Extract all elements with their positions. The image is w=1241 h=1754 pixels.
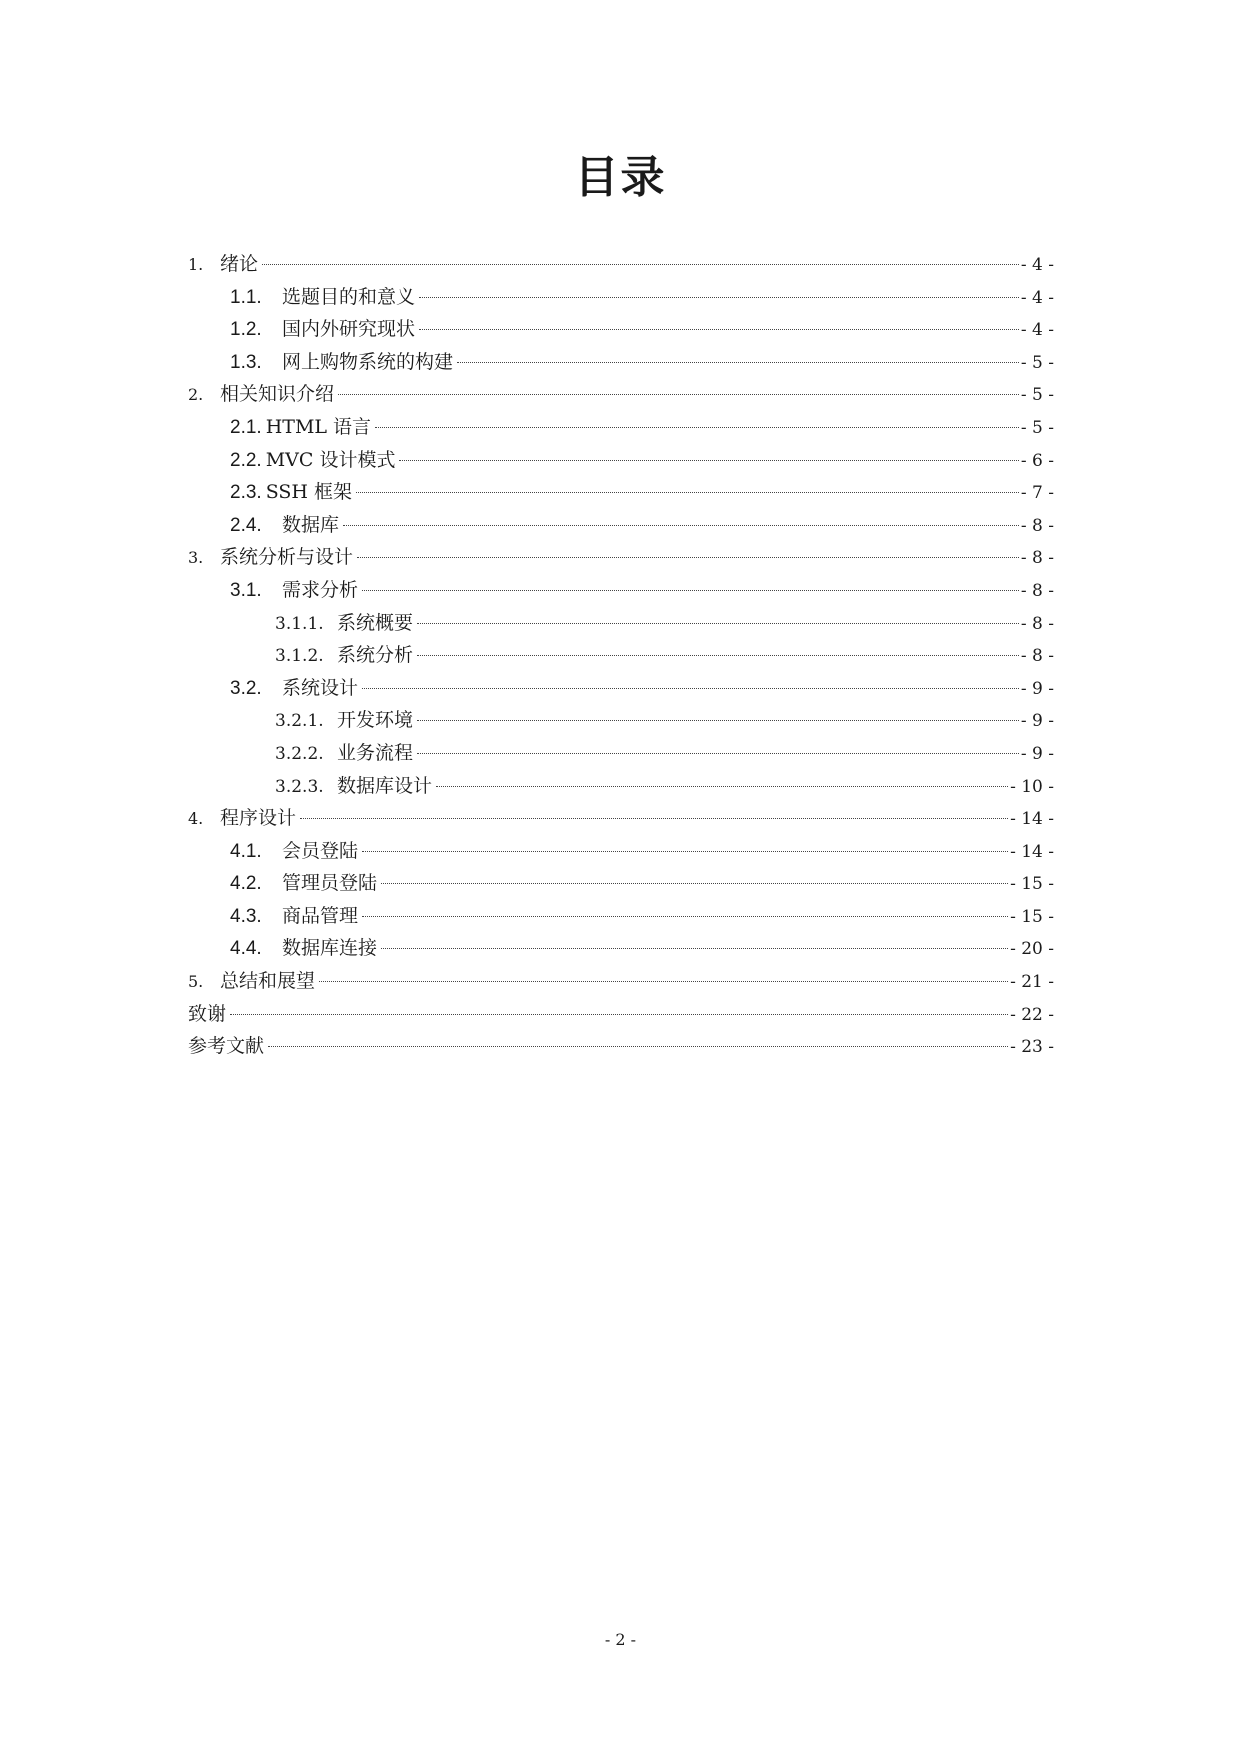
toc-entry-number: 3.2.3.: [275, 776, 324, 797]
toc-entry-page: - 4 -: [1020, 320, 1054, 341]
toc-entry-title: 数据库连接: [282, 937, 378, 960]
toc-dot-leader: [338, 394, 1019, 395]
toc-entry[interactable]: [188, 476, 1054, 509]
toc-entry-page: - 8 -: [1020, 613, 1054, 634]
toc-entry-title: 系统概要: [337, 611, 414, 634]
toc-entry-title: 国内外研究现状: [282, 318, 416, 341]
toc-dot-leader: [417, 720, 1019, 721]
toc-entry-page: - 10 -: [1010, 776, 1054, 797]
toc-entry-title: 系统分析: [337, 644, 414, 667]
toc-dot-leader: [436, 786, 1008, 787]
toc-entry-page: - 8 -: [1020, 548, 1054, 569]
toc-entry-title: 致谢: [188, 1002, 227, 1025]
toc-entry[interactable]: [188, 444, 1054, 477]
toc-entry[interactable]: [188, 900, 1054, 933]
toc-entry[interactable]: [188, 281, 1054, 314]
toc-entry-title: 会员登陆: [282, 839, 359, 862]
toc-entry[interactable]: [188, 737, 1054, 770]
toc-entry-title: 管理员登陆: [282, 872, 378, 895]
toc-entry-title: MVC 设计模式: [265, 448, 396, 471]
toc-entry-page: - 4 -: [1020, 287, 1054, 308]
toc-entry[interactable]: [188, 704, 1054, 737]
toc-entry-number: 2.3.: [230, 482, 262, 504]
toc-entry-title: 商品管理: [282, 904, 359, 927]
toc-dot-leader: [381, 883, 1008, 884]
toc-entry[interactable]: [188, 1030, 1054, 1063]
toc-entry-number: 1.2.: [230, 319, 262, 341]
toc-dot-leader: [362, 590, 1019, 591]
toc-entry-title: 网上购物系统的构建: [282, 350, 454, 373]
toc-entry-number: 3.2.2.: [275, 743, 324, 764]
toc-entry[interactable]: [188, 802, 1054, 835]
toc-entry-number: 4.3.: [230, 905, 262, 927]
toc-entry-page: - 8 -: [1020, 580, 1054, 601]
toc-entry-number: 3.2.1.: [275, 711, 324, 732]
toc-entry-number: 4.2.: [230, 873, 262, 895]
toc-entry-page: - 15 -: [1010, 906, 1054, 927]
toc-entry-page: - 5 -: [1020, 352, 1054, 373]
toc-entry-page: - 6 -: [1020, 450, 1054, 471]
toc-dot-leader: [343, 525, 1019, 526]
toc-entry-page: - 9 -: [1020, 678, 1054, 699]
toc-entry[interactable]: [188, 248, 1054, 281]
page-number-footer: - 2 -: [604, 1630, 637, 1649]
toc-entry[interactable]: [188, 965, 1054, 998]
toc-dot-leader: [362, 916, 1008, 917]
toc-entry-title: 参考文献: [188, 1035, 265, 1058]
toc-dot-leader: [230, 1014, 1008, 1015]
toc-entry-page: - 23 -: [1010, 1037, 1054, 1058]
toc-entry-number: 3.: [188, 548, 204, 568]
toc-entry-title: 绪论: [220, 253, 259, 275]
toc-dot-leader: [399, 460, 1018, 461]
toc-entry-title: 业务流程: [337, 741, 414, 764]
toc-entry-number: 1.3.: [230, 351, 262, 373]
toc-entry-number: 4.4.: [230, 938, 262, 960]
toc-entry-page: - 4 -: [1020, 255, 1054, 275]
toc-entry-number: 1.: [188, 255, 204, 274]
toc-entry-page: - 21 -: [1010, 972, 1054, 993]
toc-dot-leader: [356, 492, 1019, 493]
toc-entry-page: - 9 -: [1020, 711, 1054, 732]
toc-entry[interactable]: [188, 411, 1054, 444]
toc-entry-number: 2.2.: [230, 449, 262, 471]
toc-entry-page: - 7 -: [1020, 483, 1054, 504]
toc-dot-leader: [268, 1046, 1008, 1047]
toc-entry-title: 总结和展望: [220, 970, 316, 993]
toc-entry[interactable]: [188, 639, 1054, 672]
toc-dot-leader: [362, 688, 1019, 689]
toc-dot-leader: [419, 329, 1019, 330]
toc-dot-leader: [381, 948, 1008, 949]
toc-entry-title: SSH 框架: [265, 481, 353, 504]
toc-entry[interactable]: [188, 607, 1054, 640]
toc-entry-title: 需求分析: [282, 578, 359, 601]
toc-entry[interactable]: [188, 867, 1054, 900]
toc-dot-leader: [417, 753, 1019, 754]
toc-entry-title: 系统设计: [282, 676, 359, 699]
toc-entry-number: 3.1.1.: [275, 613, 324, 634]
toc-entry-number: 4.: [188, 809, 204, 829]
toc-dot-leader: [417, 623, 1019, 624]
toc-entry-title: HTML 语言: [265, 415, 372, 438]
toc-entry-number: 3.2.: [230, 677, 262, 699]
toc-dot-leader: [362, 851, 1008, 852]
toc-entry-number: 5.: [188, 972, 204, 992]
toc-dot-leader: [300, 818, 1008, 819]
toc-entry-title: 系统分析与设计: [220, 546, 354, 569]
table-of-contents: [188, 248, 1054, 1063]
toc-entry-number: 2.1.: [230, 416, 262, 438]
toc-dot-leader: [457, 362, 1019, 363]
toc-dot-leader: [357, 557, 1019, 558]
toc-entry-number: 3.1.: [230, 579, 262, 601]
toc-entry[interactable]: [188, 770, 1054, 803]
toc-dot-leader: [319, 981, 1008, 982]
toc-entry[interactable]: [188, 378, 1054, 411]
toc-entry[interactable]: [188, 509, 1054, 542]
toc-entry-title: 选题目的和意义: [282, 285, 416, 308]
toc-entry[interactable]: [188, 541, 1054, 574]
toc-entry[interactable]: [188, 574, 1054, 607]
toc-entry[interactable]: [188, 998, 1054, 1031]
toc-entry-page: - 22 -: [1010, 1004, 1054, 1025]
toc-entry[interactable]: [188, 672, 1054, 705]
toc-entry[interactable]: [188, 835, 1054, 868]
toc-entry-page: - 9 -: [1020, 743, 1054, 764]
toc-entry-number: 2.4.: [230, 514, 262, 536]
toc-entry-page: - 8 -: [1020, 515, 1054, 536]
toc-dot-leader: [262, 264, 1019, 265]
toc-entry-title: 数据库: [282, 513, 340, 536]
toc-entry-number: 1.1.: [230, 286, 262, 308]
toc-dot-leader: [417, 655, 1019, 656]
toc-entry-title: 程序设计: [220, 807, 297, 830]
toc-entry-page: - 20 -: [1010, 939, 1054, 960]
toc-entry-number: 3.1.2.: [275, 646, 324, 667]
toc-entry-number: 2.: [188, 385, 204, 405]
toc-entry-title: 相关知识介绍: [220, 383, 335, 406]
toc-entry-page: - 15 -: [1010, 874, 1054, 895]
toc-title: 目录: [574, 152, 667, 203]
toc-entry-title: 数据库设计: [337, 774, 433, 797]
toc-entry-number: 4.1.: [230, 840, 262, 862]
toc-entry-page: - 14 -: [1010, 809, 1054, 830]
toc-entry-title: 开发环境: [337, 709, 414, 732]
toc-entry[interactable]: [188, 313, 1054, 346]
toc-entry-page: - 14 -: [1010, 841, 1054, 862]
toc-dot-leader: [419, 297, 1019, 298]
toc-entry[interactable]: [188, 346, 1054, 379]
toc-entry-page: - 8 -: [1020, 646, 1054, 667]
toc-entry-page: - 5 -: [1020, 417, 1054, 438]
toc-entry[interactable]: [188, 932, 1054, 965]
toc-entry-page: - 5 -: [1020, 385, 1054, 406]
toc-dot-leader: [375, 427, 1019, 428]
